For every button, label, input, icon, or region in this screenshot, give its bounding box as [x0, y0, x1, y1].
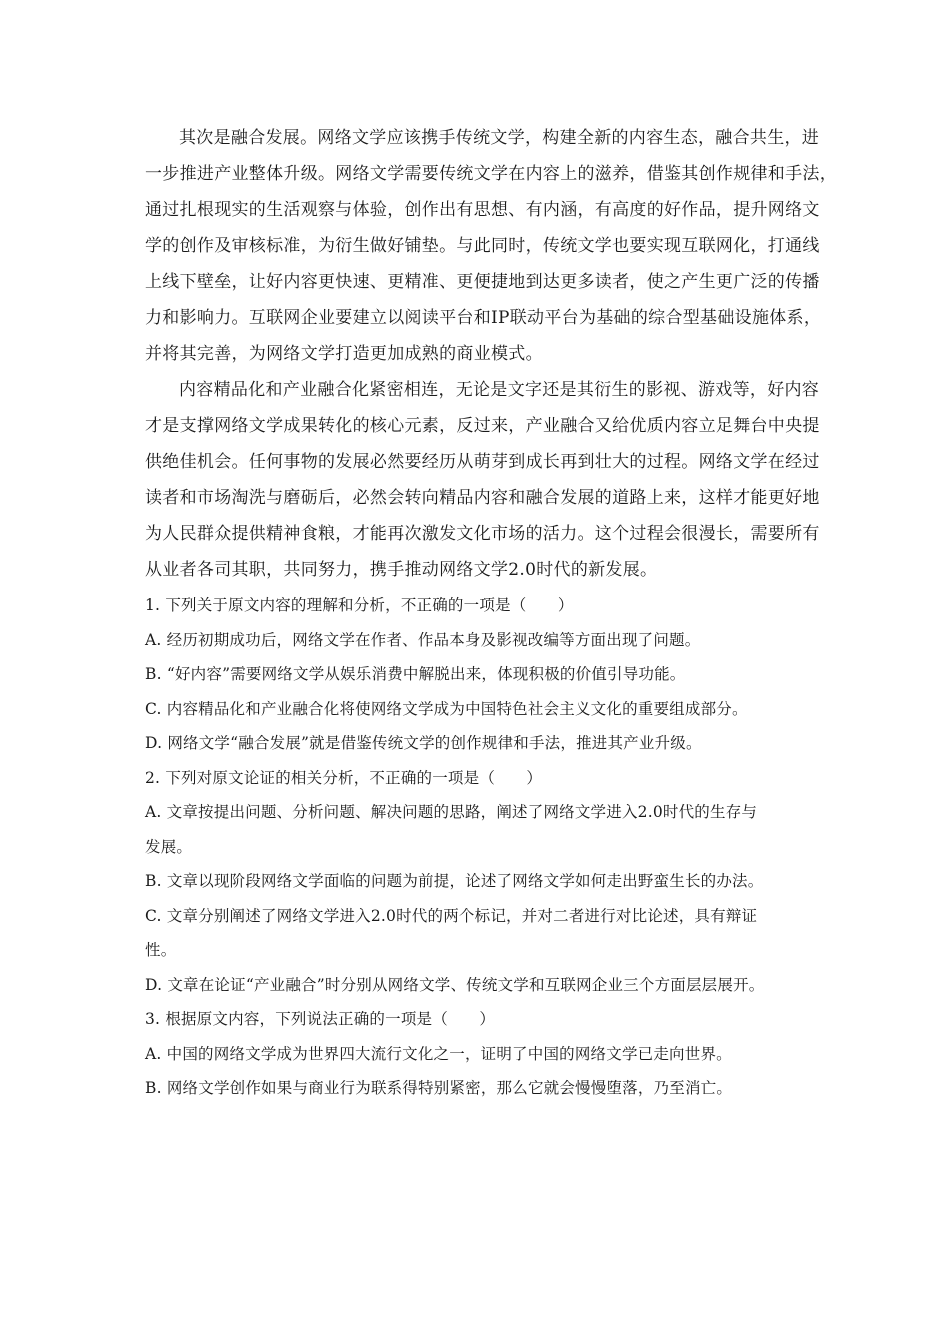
text-line: 上线下壁垒，让好内容更快速、更精准、更便捷地到达更多读者，使之产生更广泛的传播	[145, 272, 820, 292]
question-stem: 2. 下列对原文论证的相关分析，不正确的一项是（ ）	[145, 768, 543, 787]
option-a: A. 文章按提出问题、分析问题、解决问题的思路，阐述了网络文学进入2.0时代的生存与	[145, 803, 758, 821]
text-line: 其次是融合发展。网络文学应该携手传统文学，构建全新的内容生态，融合共生，进	[179, 128, 820, 148]
option-a-continuation: 发展。	[145, 837, 193, 856]
text-line: 并将其完善，为网络文学打造更加成熟的商业模式。	[145, 344, 543, 364]
question-stem: 3. 根据原文内容，下列说法正确的一项是（ ）	[145, 1010, 496, 1028]
option-b: B. “好内容”需要网络文学从娱乐消费中解脱出来，体现积极的价值引导功能。	[145, 665, 686, 683]
question-3	[145, 1002, 810, 1106]
option-b: B. 文章以现阶段网络文学面临的问题为前提，论述了网络文学如何走出野蛮生长的办法。	[145, 872, 764, 890]
question-2	[145, 761, 810, 1003]
option-a: A. 中国的网络文学成为世界四大流行文化之一，证明了中国的网络文学已走向世界。	[145, 1044, 732, 1063]
text-line: 一步推进产业整体升级。网络文学需要传统文学在内容上的滋养，借鉴其创作规律和手法，	[145, 164, 837, 184]
option-a: A. 经历初期成功后，网络文学在作者、作品本身及影视改编等方面出现了问题。	[145, 630, 701, 649]
option-b: B. 网络文学创作如果与商业行为联系得特别紧密，那么它就会慢慢堕落，乃至消亡。	[145, 1079, 733, 1097]
text-line: 从业者各司其职，共同努力，携手推动网络文学2.0时代的新发展。	[145, 560, 658, 580]
passage-paragraph-1	[145, 120, 837, 372]
option-d: D. 文章在论证“产业融合”时分别从网络文学、传统文学和互联网企业三个方面层层展开。	[145, 975, 765, 994]
text-line: 供绝佳机会。任何事物的发展必然要经历从萌芽到成长再到壮大的过程。网络文学在经过	[145, 452, 820, 472]
option-c: C. 文章分别阐述了网络文学进入2.0时代的两个标记，并对二者进行对比论述，具有辩证	[145, 906, 758, 925]
text-line: 为人民群众提供精神食粮，才能再次激发文化市场的活力。这个过程会很漫长，需要所有	[145, 524, 820, 544]
option-c-continuation: 性。	[145, 941, 177, 959]
text-line: 读者和市场淘洗与磨砺后，必然会转向精品内容和融合发展的道路上来，这样才能更好地	[145, 488, 820, 508]
question-1	[145, 588, 810, 761]
text-line: 内容精品化和产业融合化紧密相连，无论是文字还是其衍生的影视、游戏等，好内容	[179, 380, 820, 400]
document-page	[145, 120, 837, 1106]
text-line: 学的创作及审核标准，为衍生做好铺垫。与此同时，传统文学也要实现互联网化，打通线	[145, 236, 820, 256]
question-stem: 1. 下列关于原文内容的理解和分析，不正确的一项是（ ）	[145, 596, 574, 614]
text-line: 通过扎根现实的生活观察与体验，创作出有思想、有内涵，有高度的好作品，提升网络文	[145, 200, 820, 220]
text-line: 才是支撑网络文学成果转化的核心元素，反过来，产业融合又给优质内容立足舞台中央提	[145, 416, 820, 436]
passage-paragraph-2	[145, 372, 820, 588]
text-line: 力和影响力。互联网企业要建立以阅读平台和IP联动平台为基础的综合型基础设施体系，	[145, 308, 822, 328]
option-c: C. 内容精品化和产业融合化将使网络文学成为中国特色社会主义文化的重要组成部分。	[145, 699, 748, 718]
option-d: D. 网络文学“融合发展”就是借鉴传统文学的创作规律和手法，推进其产业升级。	[145, 734, 702, 752]
